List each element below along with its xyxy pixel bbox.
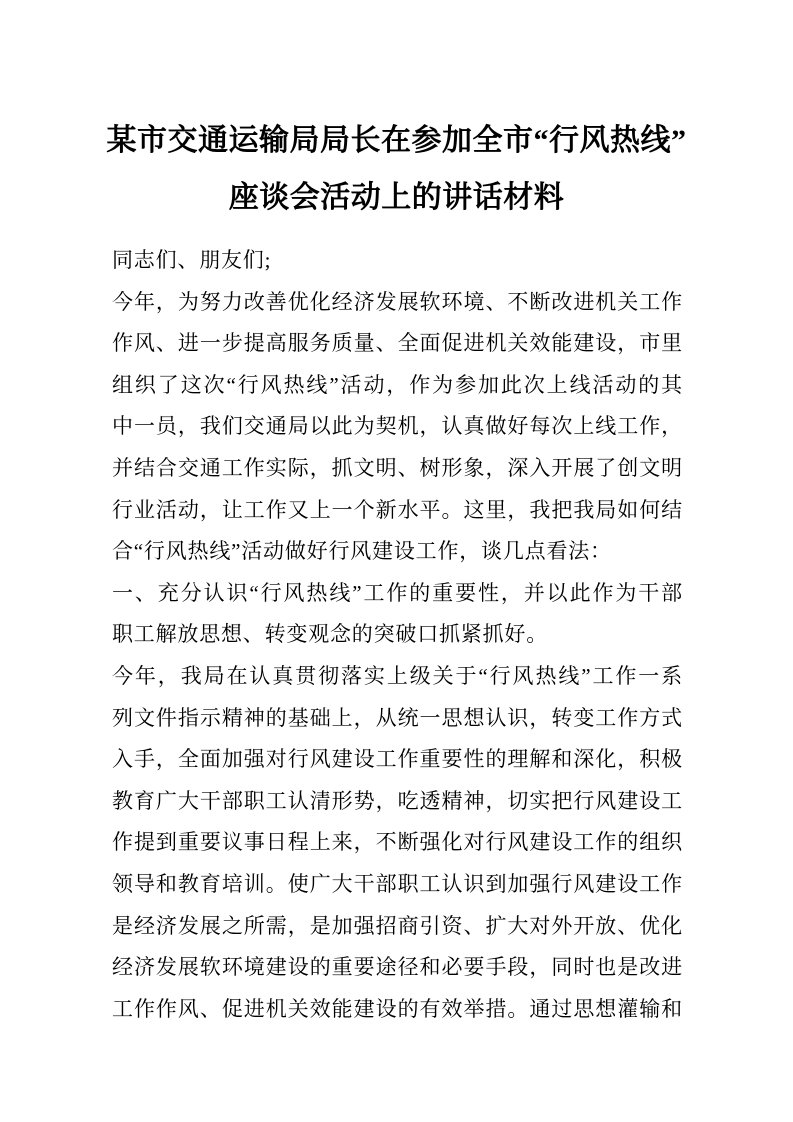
body-line: 教育广大干部职工认清形势，吃透精神，切实把行风建设工 <box>112 788 683 813</box>
body-line: 今年，我局在认真贯彻落实上级关于“行风热线”工作一系 <box>112 663 683 688</box>
document-title <box>55 112 738 226</box>
body-line: 入手，全面加强对行风建设工作重要性的理解和深化，积极 <box>112 747 683 772</box>
body-line: 经济发展软环境建设的重要途径和必要手段，同时也是改进 <box>112 955 683 980</box>
body-line: 是经济发展之所需，是加强招商引资、扩大对外开放、优化 <box>112 913 683 938</box>
body-line: 中一员，我们交通局以此为契机，认真做好每次上线工作， <box>112 414 683 439</box>
body-line: 同志们、朋友们; <box>112 248 272 272</box>
body-line: 列文件指示精神的基础上，从统一思想认识，转变工作方式 <box>112 705 683 730</box>
body-line: 作提到重要议事日程上来，不断强化对行风建设工作的组织 <box>112 830 683 855</box>
body-line: 一、充分认识“行风热线”工作的重要性，并以此作为干部 <box>112 580 683 605</box>
body-line: 工作作风、促进机关效能建设的有效举措。通过思想灌输和 <box>112 996 683 1021</box>
body-line: 合“行风热线”活动做好行风建设工作，谈几点看法： <box>112 539 612 564</box>
body-line: 今年，为努力改善优化经济发展软环境、不断改进机关工作 <box>112 289 683 314</box>
body-line: 并结合交通工作实际，抓文明、树形象，深入开展了创文明 <box>112 455 683 480</box>
body-line: 行业活动，让工作又上一个新水平。这里，我把我局如何结 <box>112 497 683 522</box>
body-line: 作风、进一步提高服务质量、全面促进机关效能建设，市里 <box>112 331 683 356</box>
body-line: 职工解放思想、转变观念的突破口抓紧抓好。 <box>112 622 548 647</box>
body-line: 领导和教育培训。使广大干部职工认识到加强行风建设工作 <box>112 871 683 896</box>
document-body <box>112 240 683 1030</box>
title-line: 座谈会活动上的讲话材料 <box>228 181 565 214</box>
body-line: 组织了这次“行风热线”活动，作为参加此次上线活动的其 <box>112 372 683 397</box>
title-line: 某市交通运输局局长在参加全市“行风热线” <box>106 124 687 157</box>
